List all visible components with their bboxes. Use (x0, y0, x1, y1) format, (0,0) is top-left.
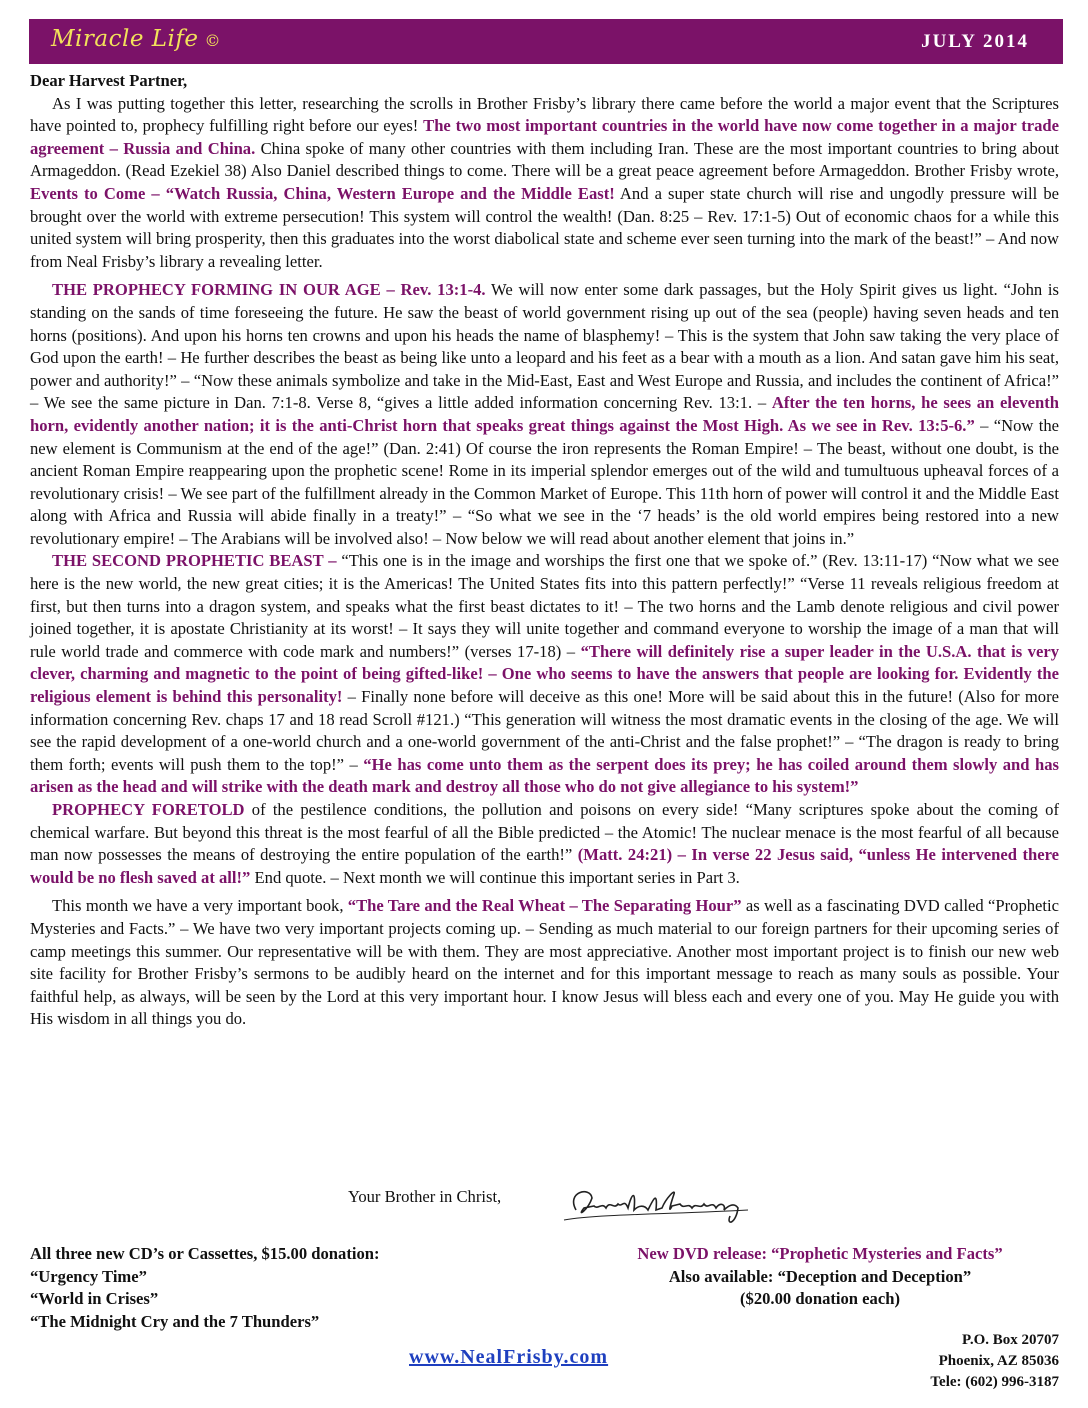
brand-name: Miracle Life (51, 26, 199, 52)
brand-logo (51, 26, 221, 52)
cd-title: “Urgency Time” (30, 1266, 147, 1286)
dvd-title: New DVD release: “Prophetic Mysteries and Facts” (637, 1244, 1003, 1263)
header-bar (29, 19, 1063, 64)
paragraph-second-beast (30, 550, 1059, 799)
copyright-mark: © (204, 31, 222, 50)
cd-offer-heading: All three new CD’s or Cassettes, $15.00 donation: (30, 1244, 380, 1263)
paragraph-intro (30, 93, 1059, 274)
highlight-run: Events to Come – “Watch Russia, China, Western Europe and the Middle East! (30, 183, 615, 203)
cd-title: “The Midnight Cry and the 7 Thunders” (30, 1311, 320, 1331)
text-run: – Finally none before will deceive as this one! More will be said about this in the future! (Also for more information concerning Rev. chaps 17 and 18 read Scroll #121.) “This generation will witness the most dramatic events in the closing of the age. We will see the rapid development of a one-world church and a one-world government of the anti-Christ and the false prophet!” – “The dragon is ready to bring them forth; events will push them to the top!” – (30, 687, 1059, 774)
paragraph-this-month (30, 895, 1059, 1031)
letter-body (30, 70, 1059, 1031)
text-run: “This one is in the image and worships the first one that we spoke of.” (Rev. 13:11-17) “Now what we see here is the new world, the new great cities; it is the Americas! The United States fits into this pattern perfectly!” “Verse 11 reveals religious freedom at first, but then turns into a dragon system, and speaks what the first beast dictates to it! – The two horns and the Lamb denote religious and civil power joined together, it is apostate Christianity at its worst! – It says they will unite together and command everyone to worship the image of a man that will rule world trade and commerce with code mark and numbers!” (verses 17-18) – (30, 551, 1059, 661)
city-state-zip: Phoenix, AZ 85036 (938, 1353, 1059, 1369)
section-heading: THE SECOND PROPHETIC BEAST – (52, 551, 337, 571)
dvd-price: ($20.00 donation each) (740, 1289, 900, 1309)
mailing-address (930, 1330, 1059, 1393)
paragraph-prophecy-forming (30, 279, 1059, 550)
highlight-run: After the ten horns, he sees an eleventh horn, evidently another nation; it is the anti-Christ horn that speaks great things against the Most High. As we see in Rev. 13:5-6.” (30, 393, 1059, 435)
text-run: – “Now the new element is Communism at the end of the age!” (Dan. 2:41) Of course the iron represents the Roman Empire! – The beast, without one doubt, is the ancient Roman Empire reappearing upon the prophetic scene! Rome in its imperial splendor emerges out of the wild and tumultuous upheaval forces of a revolutionary crisis! – We see part of the fulfillment already in the Common Market of Europe. This 11th horn of power will control it and the Middle East along with Africa and Russia will abide finally in a treaty!” – “So what we see in the ‘7 heads’ is the old world empires being restored into a new revolutionary empire! – The Arabians will be involved also! – Now below we will read about another element that joins in.” (30, 415, 1059, 548)
salutation: Dear Harvest Partner, (30, 71, 188, 90)
highlight-run: The two most important countries in the world have now come together in a major trade agreement – Russia and China. (30, 116, 1059, 158)
section-heading: PROPHECY FORETOLD (52, 800, 245, 819)
section-heading: THE PROPHECY FORMING IN OUR AGE – Rev. 13:1-4. (52, 280, 486, 300)
text-run: And a super state church will rise and ungodly pressure will be brought over the world with extreme persecution! This system will control the wealth! (Dan. 8:25 – Rev. 17:1-5) Out of economic chaos for a while this united system will bring prosperity, then this graduates into the worst diabolical state and scheme ever seen turning into the mark of the beast!” – And now from Neal Frisby’s library a revealing letter. (30, 183, 1059, 271)
issue-date: JULY 2014 (921, 31, 1029, 52)
signoff: Your Brother in Christ, (348, 1187, 502, 1206)
dvd-offer (560, 1243, 1080, 1311)
text-run: of the pestilence conditions, the pollution and poisons on every side! “Many scriptures spoke about the coming of chemical warfare. But beyond this threat is the most fearful of all the Bible predicted – the Atomic! The nuclear menace is the most fearful of all because man now possesses the means of destroying the entire population of the earth!” (30, 800, 1059, 865)
highlight-run: “There will definitely rise a super leader in the U.S.A. that is very clever, charming and magnetic to the point of being gifted-like! – One who seems to have the answers that people are looking for. Evidently the religious element is behind this personality! (30, 641, 1059, 707)
highlight-run: “He has come unto them as the serpent does its prey; he has coiled around them slowly and has arisen as the head and will strike with the death mark and destroy all those who do not give allegiance to his system!” (30, 754, 1059, 797)
text-run: as well as a fascinating DVD called “Prophetic Mysteries and Facts.” – We have two very important projects coming up. – Sending as much material to our foreign partners for their upcoming series of camp meetings this summer. Our representative will be with them. They are most appreciative. Another most important project is to finish our new web site facility for Brother Frisby’s sermons to be audibly heard on the internet and for this important message to reach as many souls as possible. Your faithful help, as always, will be seen by the Lord at this very important hour. I know Jesus will bless each and every one of you. May He guide you with His wisdom in all things you do. (30, 896, 1059, 1029)
paragraph-prophecy-foretold (30, 799, 1059, 889)
signature-image (558, 1180, 758, 1230)
website-link[interactable]: www.NealFrisby.com (409, 1346, 609, 1368)
highlight-run: (Matt. 24:21) – In verse 22 Jesus said, “unless He intervened there would be no flesh saved at all!” (30, 845, 1060, 887)
po-box: P.O. Box 20707 (962, 1332, 1059, 1348)
book-title: “The Tare and the Real Wheat – The Separating Hour” (347, 896, 742, 916)
text-run: As I was putting together this letter, researching the scrolls in Brother Frisby’s library there came before the world a major event that the Scriptures have pointed to, prophecy fulfilling right before our eyes! (30, 93, 1059, 136)
cd-offer (30, 1243, 380, 1333)
also-available: Also available: “Deception and Deception” (668, 1266, 972, 1286)
text-run: End quote. – Next month we will continue this important series in Part 3. (250, 867, 740, 887)
text-run: This month we have a very important book, (52, 896, 348, 916)
cd-title: “World in Crises” (30, 1289, 159, 1309)
text-run: China spoke of many other countries with them including Iran. These are the most important countries to bring about Armageddon. (Read Ezekiel 38) Also Daniel described things to come. There will be a great peace agreement before Armageddon. Brother Frisby wrote, (30, 138, 1059, 181)
text-run: We will now enter some dark passages, but the Holy Spirit gives us light. “John is standing on the sands of time foreseeing the future. He saw the beast of world government rising up out of the sea (people) having seven heads and ten horns (positions). And upon his horns ten crowns and upon his heads the name of blasphemy! – This is the system that John saw taking the very place of God upon the earth! – He further describes the beast as being like unto a leopard and his feet as a bear with a mouth as a lion. And satan gave him his seat, power and authority!” – “Now these animals symbolize and take in the Mid-East, East and West Europe and Russia, and includes the continent of Africa!” – We see the same picture in Dan. 7:1-8. Verse 8, “gives a little added information concerning Rev. 13:1. – (30, 280, 1059, 413)
phone-number: Tele: (602) 996-3187 (930, 1374, 1059, 1390)
